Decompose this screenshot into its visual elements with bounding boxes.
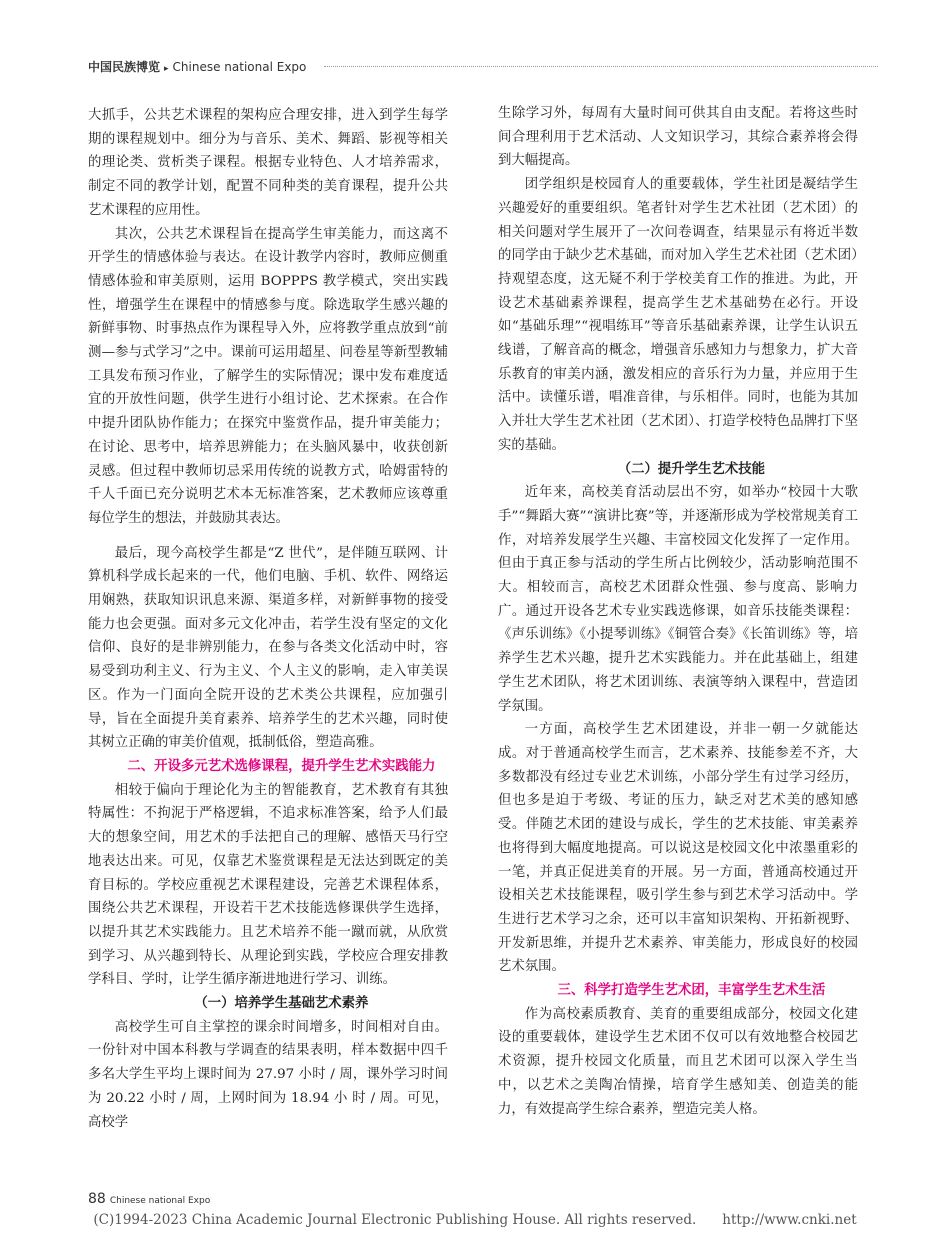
paragraph: 近年来，高校美育活动层出不穷，如举办“校园十大歌手”“舞蹈大赛”“演讲比赛”等，并逐渐形成为学校常规美育工作，对培养发展学生兴趣、丰富校园文化发挥了一定作用。但由于真正参与活动的学生所占比例较少，活动影响范围不大。相较而言，高校艺术团群众性强、参与度高、影响力广。通过开设各艺术专业实践选修课，如音乐技能类课程：《声乐训练》《小提琴训练》《铜管合奏》《长笛训练》等，培养学生艺术兴趣，提升艺术实践能力。并在此基础上，组建学生艺术团队，将艺术团训练、表演等纳入课程中，营造团学氛围。 bbox=[498, 485, 858, 714]
paragraph: 其次，公共艺术课程旨在提高学生审美能力，而这离不开学生的情感体验与表达。在设计教学内容时，教师应侧重情感体验和审美原则，运用 BOPPPS 教学模式，突出实践性，增强学生在课程中的情感参与度。除选取学生感兴趣的新鲜事物、时事热点作为课程导入外，应将教学重点放到“前测—参与式学习”之中。课前可运用超星、问卷星等新型教辅工具发布预习作业，了解学生的实际情况；课中发布难度适宜的开放性问题，供学生进行小组讨论、艺术探索。在合作中提升团队协作能力；在探究中鉴赏作品，提升审美能力；在讨论、思考中，培养思辨能力；在头脑风暴中，收获创新灵感。但过程中教师切忌采用传统的说教方式，哈姆雷特的千人千面已充分说明艺术本无标准答案，艺术教师应该尊重每位学生的想法，并鼓励其表达。 bbox=[88, 226, 448, 526]
journal-title-cn: 中国民族博览 bbox=[88, 60, 161, 74]
section-heading-3: 三、科学打造学生艺术团，丰富学生艺术生活 bbox=[557, 983, 826, 999]
copyright-notice bbox=[0, 1212, 950, 1228]
paragraph: 团学组织是校园育人的重要载体，学生社团是凝结学生兴趣爱好的重要组织。笔者针对学生艺术社团（艺术团）的相关问题对学生展开了一次问卷调查，结果显示有将近半数的同学由于缺少艺术基础，而对加入学生艺术社团（艺术团）持观望态度，这无疑不利于学校美育工作的推进。为此，开设艺术基础素养课程，提高学生艺术基础势在必行。开设如“基础乐理”“视唱练耳”等音乐基础素养课，让学生认识五线谱，了解音高的概念，增强音乐感知力与想象力，扩大音乐教育的审美内涵，激发相应的音乐行为力量，并应用于生活中。读懂乐谱，唱准音律，与乐相伴。同时，也能为其加入并壮大学生艺术社团（艺术团）、打造学校特色品牌打下坚实的基础。 bbox=[498, 177, 858, 453]
subsection-heading-1: （一）培养学生基础艺术素养 bbox=[194, 996, 369, 1012]
right-column bbox=[498, 102, 858, 1121]
paragraph: 生除学习外，每周有大量时间可供其自由支配。若将这些时间合理利用于艺术活动、人文知识学习，其综合素养将会得到大幅提高。 bbox=[498, 106, 858, 169]
journal-title-en: Chinese national Expo bbox=[172, 60, 307, 74]
triangle-icon: ▸ bbox=[164, 64, 169, 74]
paragraph: 高校学生可自主掌控的课余时间增多，时间相对自由。一份针对中国本科教与学调查的结果表明，样本数据中四千多名大学生平均上课时间为 27.97 小时 / 周，课外学习时间为 20.22 小时 / 周，上网时间为 18.94 小 时 / 周。可见，高校学 bbox=[88, 1019, 448, 1130]
paragraph: 一方面，高校学生艺术团建设，并非一朝一夕就能达成。对于普通高校学生而言，艺术素养、技能参差不齐，大多数都没有经过专业艺术训练，小部分学生有过学习经历，但也多是迫于考级、考证的压力，缺乏对艺术美的感知感受。伴随艺术团的建设与成长，学生的艺术技能、审美素养也将得到大幅度地提高。可以说这是校园文化中浓墨重彩的一笔，并真正促进美育的开展。另一方面，普通高校通过开设相关艺术技能课程，吸引学生参与到艺术学习活动中。学生进行艺术学习之余，还可以丰富知识架构、开拓新视野、开发新思维，并提升艺术素养、审美能力，形成良好的校园艺术氛围。 bbox=[498, 722, 858, 975]
footer-journal-title: Chinese national Expo bbox=[109, 1196, 211, 1206]
section-heading-2: 二、开设多元艺术选修课程，提升学生艺术实践能力 bbox=[127, 758, 436, 774]
copyright-text: (C)1994-2023 China Academic Journal Electronic Publishing House. All rights reserved. bbox=[93, 1212, 697, 1228]
running-header bbox=[88, 58, 878, 82]
subsection-heading-2: （二）提升学生艺术技能 bbox=[617, 461, 766, 477]
page-footer bbox=[88, 1188, 210, 1207]
header-dotted-rule bbox=[324, 66, 878, 67]
page-number: 88 bbox=[88, 1191, 106, 1207]
paragraph: 作为高校素质教育、美育的重要组成部分，校园文化建设的重要载体，建设学生艺术团不仅可以有效地整合校园艺术资源，提升校园文化质量，而且艺术团可以深入学生当中，以艺术之美陶冶情操，培育学生感知美、创造美的能力，有效提高学生综合素养，塑造完美人格。 bbox=[498, 1006, 858, 1117]
left-column bbox=[88, 104, 448, 1134]
paragraph: 相较于偏向于理论化为主的智能教育，艺术教育有其独特属性：不拘泥于严格逻辑，不追求标准答案，给予人们最大的想象空间，用艺术的手法把自己的理解、感悟天马行空地表达出来。可见，仅靠艺术鉴赏课程是无法达到既定的美育目标的。学校应重视艺术课程建设，完善艺术课程体系，围绕公共艺术课程，开设若干艺术技能选修课供学生选择，以提升其艺术实践能力。且艺术培养不能一蹴而就，从欣赏到学习、从兴趣到特长、从理论到实践，学校应合理安排教学科目、学时，让学生循序渐进地进行学习、训练。 bbox=[88, 782, 448, 988]
paragraph: 大抓手，公共艺术课程的架构应合理安排，进入到学生每学期的课程规划中。细分为与音乐、美术、舞蹈、影视等相关的理论类、赏析类子课程。根据专业特色、人才培养需求，制定不同的教学计划，配置不同种类的美育课程，提升公共艺术课程的应用性。 bbox=[88, 108, 448, 218]
paragraph: 最后，现今高校学生都是“Z 世代”，是伴随互联网、计算机科学成长起来的一代，他们电脑、手机、软件、网络运用娴熟，获取知识讯息来源、渠道多样，对新鲜事物的接受能力也会更强。面对多元文化冲击，若学生没有坚定的文化信仰、良好的是非辨别能力，在参与各类文化活动中时，容易受到功利主义、行为主义、个人主义的影响，走入审美误区。作为一门面向全院开设的艺术类公共课程，应加强引导，旨在全面提升美育素养、培养学生的艺术兴趣，同时使其树立正确的审美价值观，抵制低俗，塑造高雅。 bbox=[88, 545, 448, 751]
cnki-link[interactable]: http://www.cnki.net bbox=[722, 1212, 857, 1228]
